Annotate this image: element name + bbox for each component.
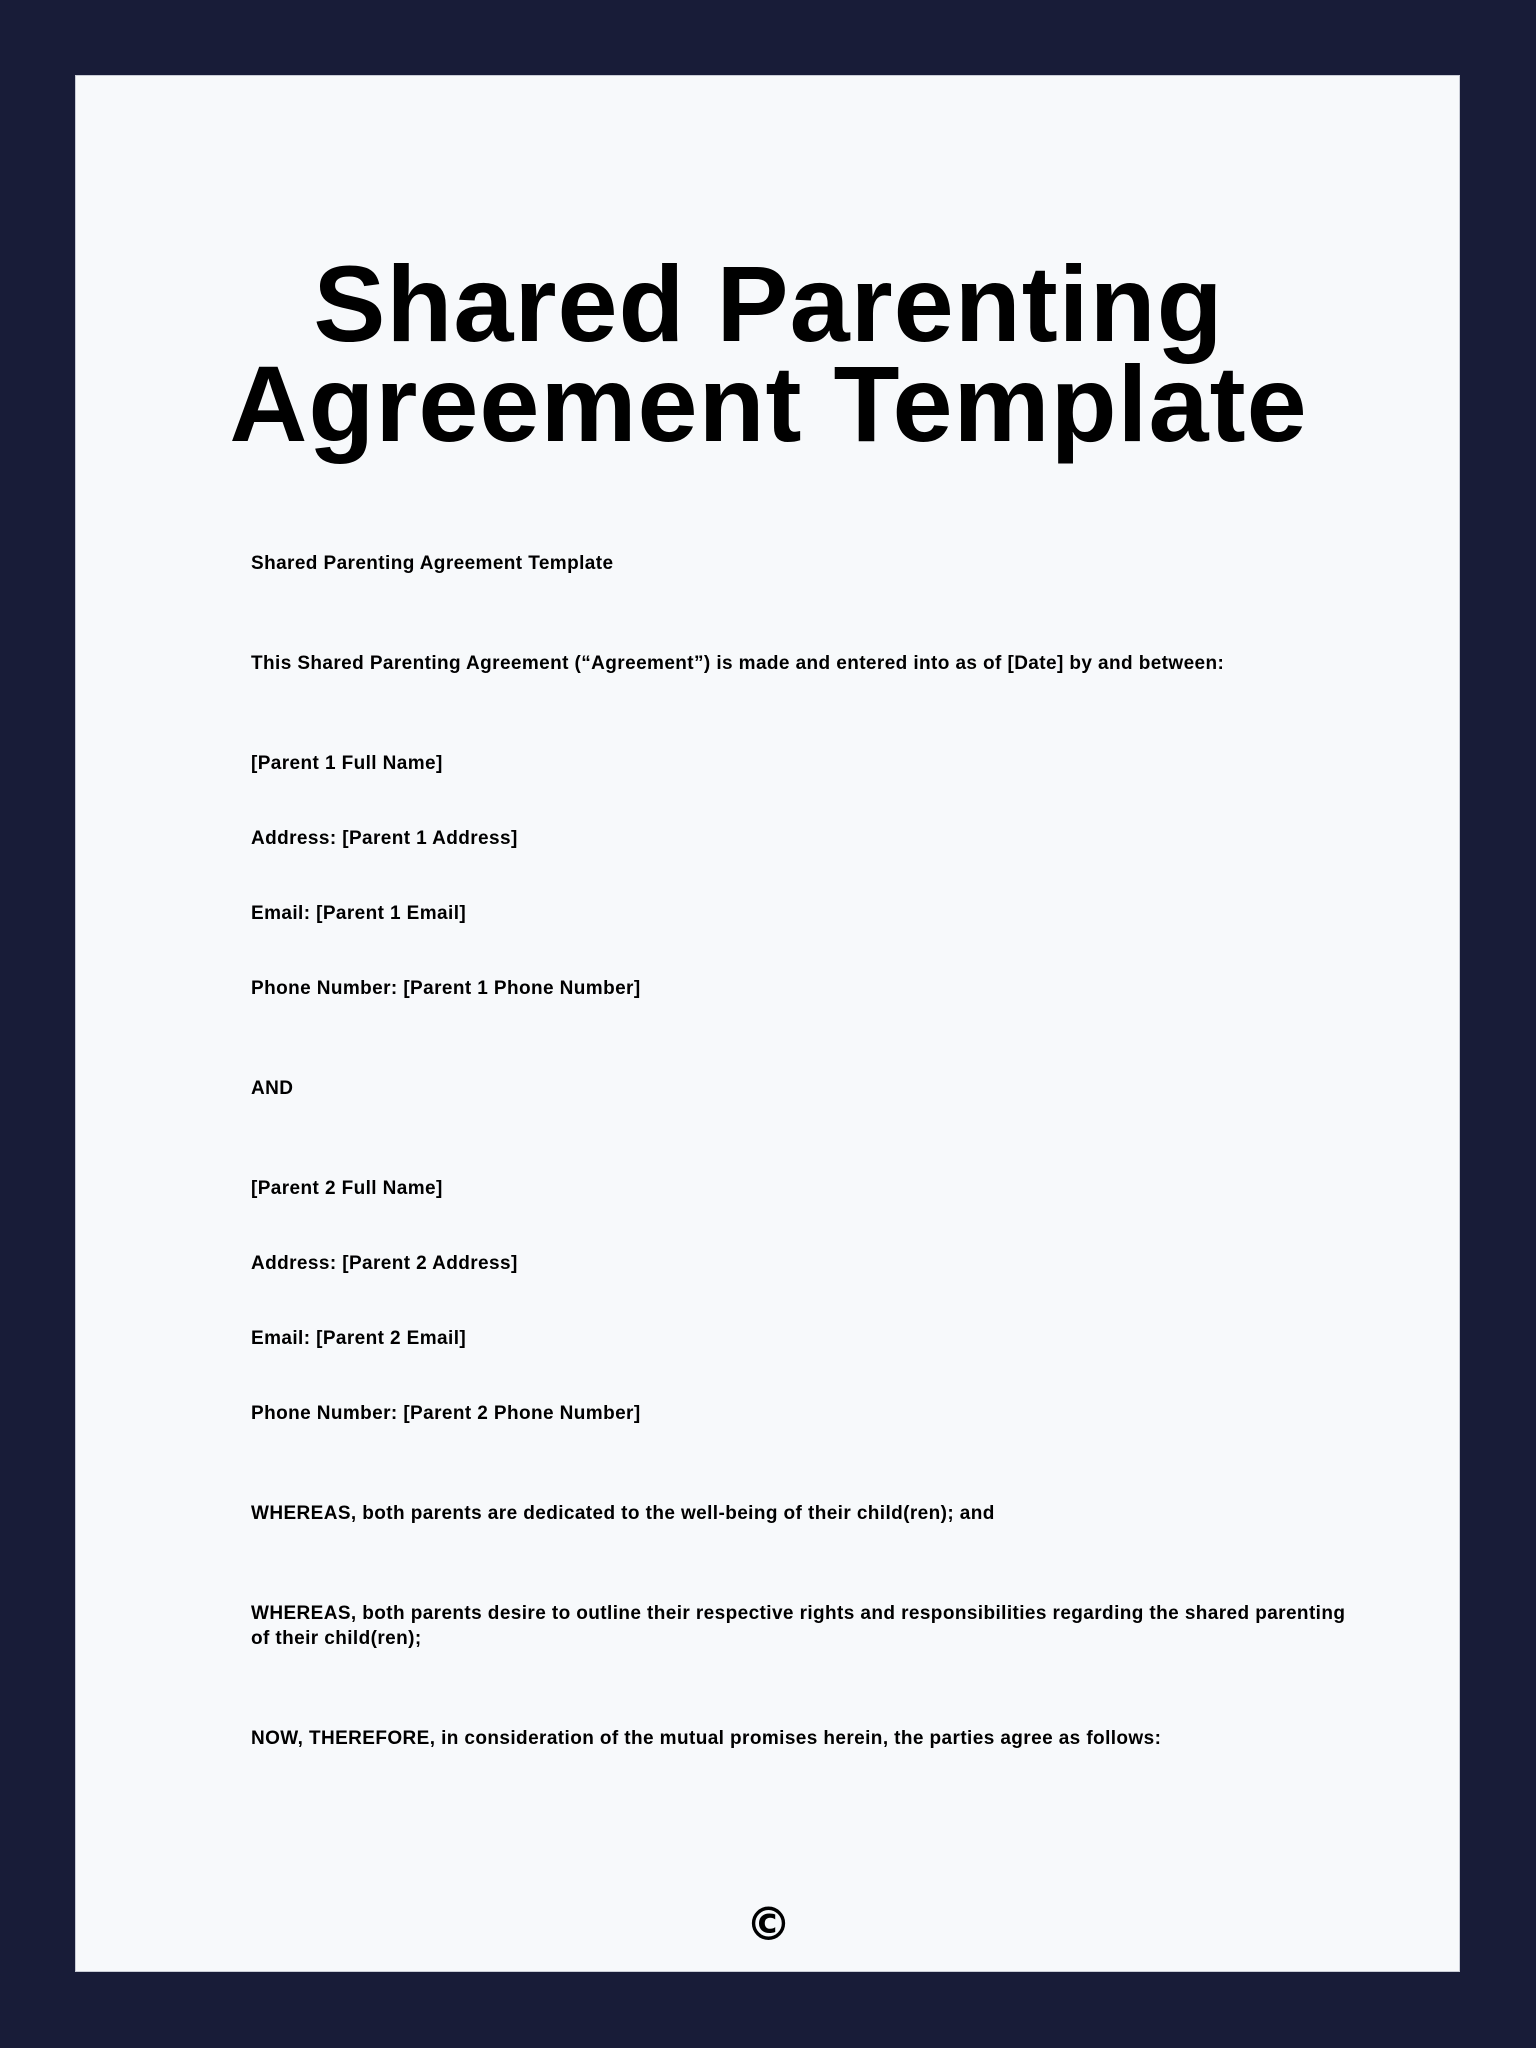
copyright-icon: © [745,1897,792,1951]
parent-1-phone: Phone Number: [Parent 1 Phone Number] [251,978,641,999]
whereas-clause-1: WHEREAS, both parents are dedicated to the well-being of their child(ren); and [251,1503,995,1524]
parent-2-name: [Parent 2 Full Name] [251,1178,443,1199]
page-title: Shared Parenting Agreement Template [229,243,1308,464]
whereas-clause-2: WHEREAS, both parents desire to outline their respective rights and responsibilities regarding the shared parenting of their child(ren); [251,1603,1346,1649]
parent-2-address: Address: [Parent 2 Address] [251,1253,518,1274]
document-page [75,75,1460,1972]
parent-2-phone: Phone Number: [Parent 2 Phone Number] [251,1403,641,1424]
and-separator: AND [251,1078,294,1099]
agreement-intro: This Shared Parenting Agreement (“Agreement”) is made and entered into as of [Date] by and between: [251,653,1225,674]
parent-2-email: Email: [Parent 2 Email] [251,1328,467,1349]
parent-1-name: [Parent 1 Full Name] [251,753,443,774]
parent-1-address: Address: [Parent 1 Address] [251,828,518,849]
document-heading: Shared Parenting Agreement Template [251,553,614,574]
parent-1-email: Email: [Parent 1 Email] [251,903,467,924]
therefore-clause: NOW, THEREFORE, in consideration of the mutual promises herein, the parties agree as follows: [251,1728,1162,1749]
